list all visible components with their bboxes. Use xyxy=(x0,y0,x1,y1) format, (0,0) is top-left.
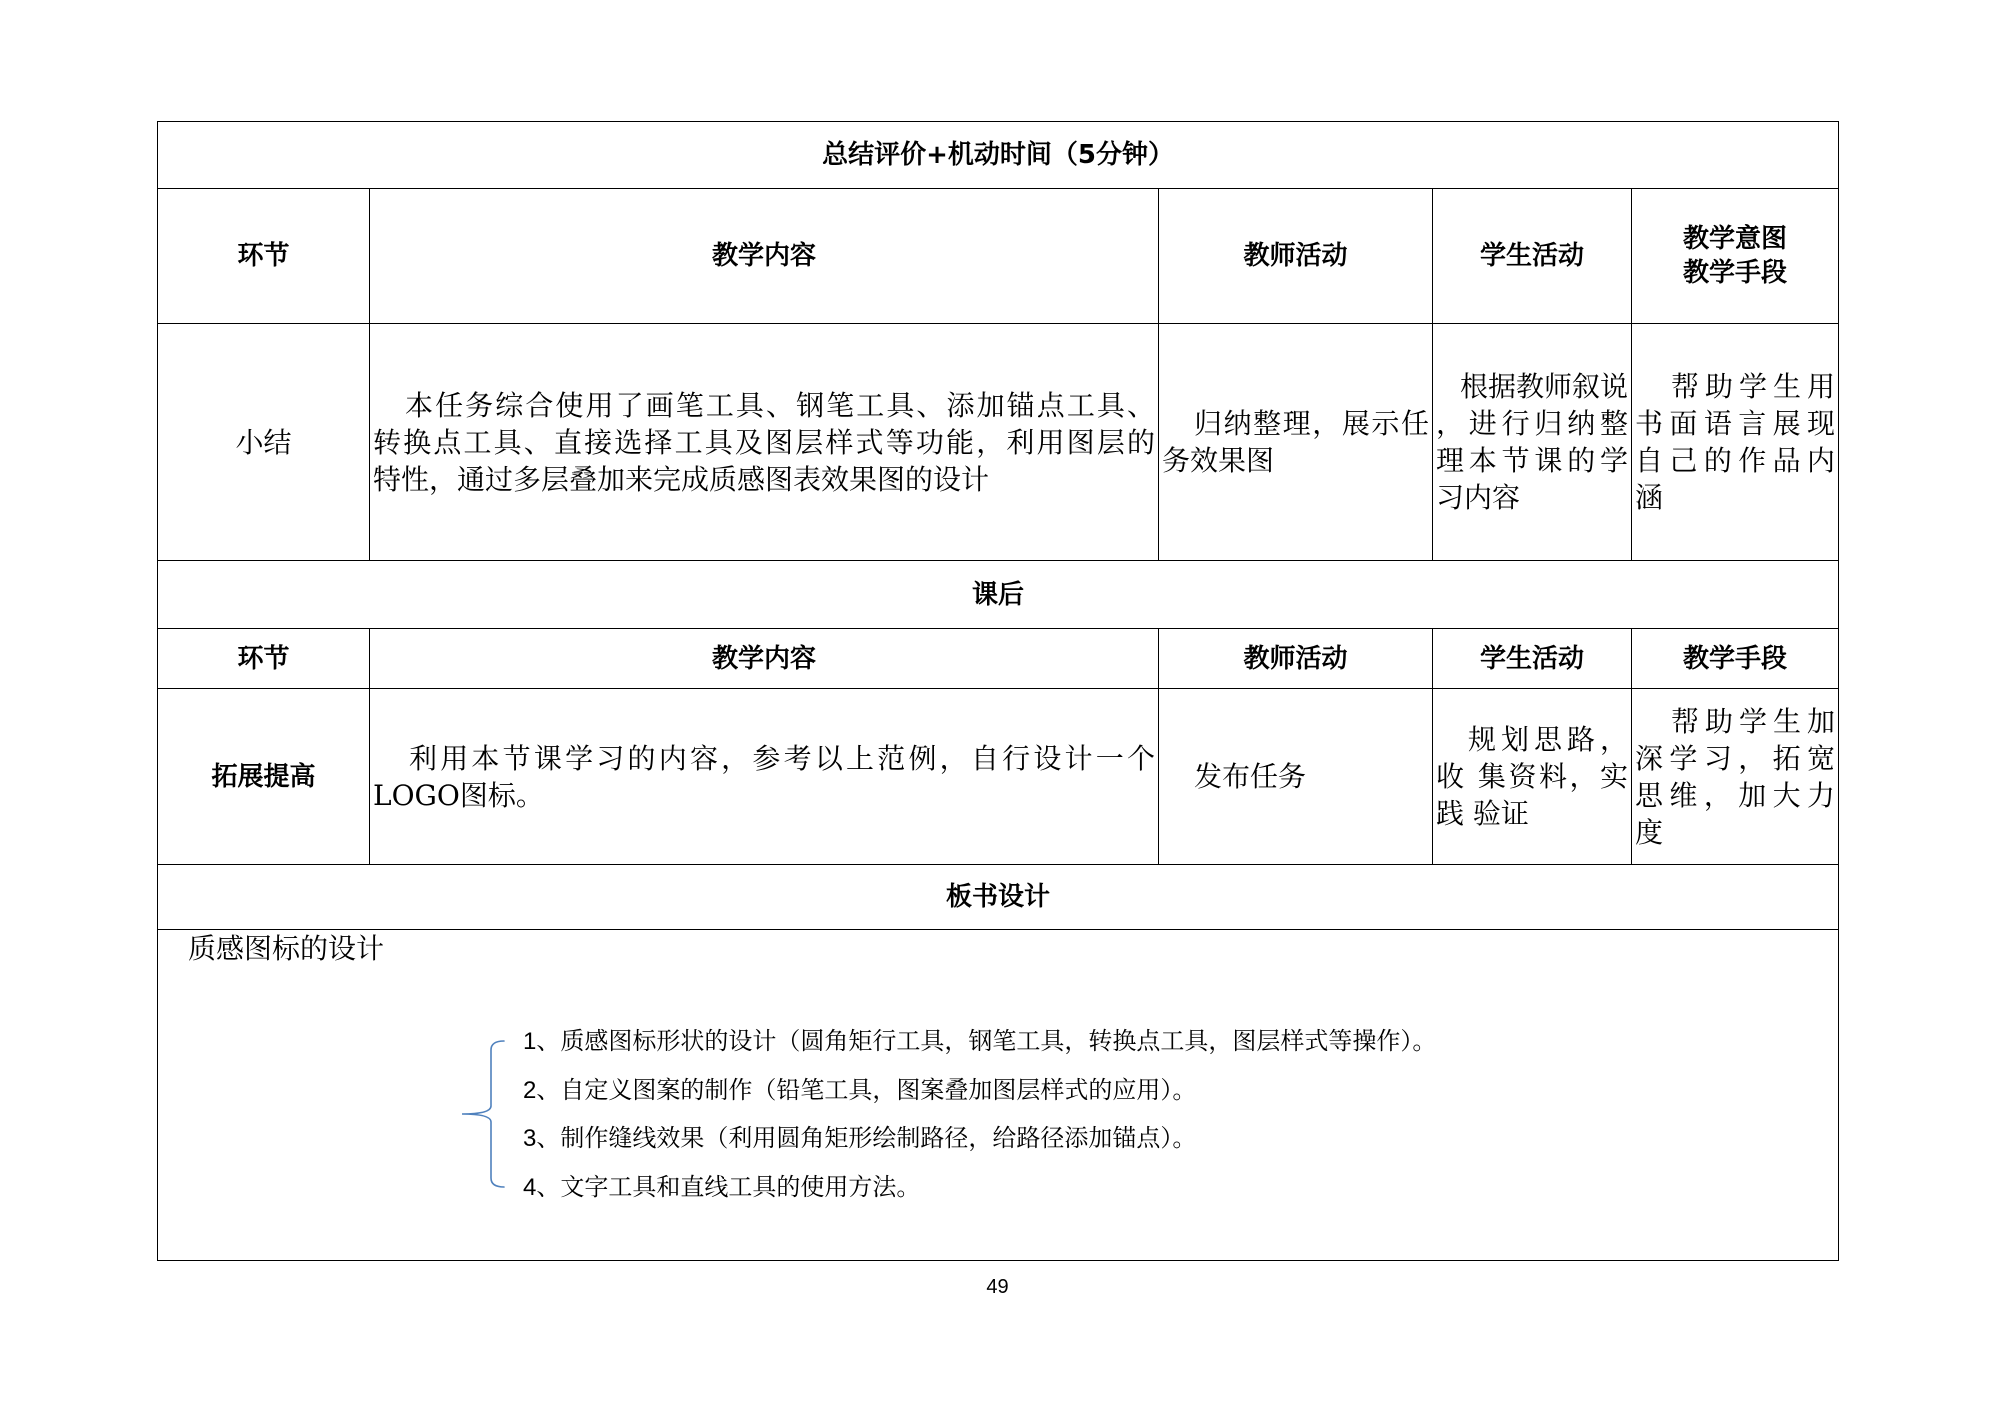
summary-student-line: 习内容 xyxy=(1436,481,1521,514)
board-design-area xyxy=(158,930,1838,1260)
extension-means-line: 深学习，拓宽 xyxy=(1635,741,1836,775)
column-header-intent-line: 教学意图 xyxy=(1683,224,1788,254)
board-item-number: 4、 xyxy=(523,1173,561,1201)
summary-teacher-line: 归纳整理，展示任 xyxy=(1194,407,1429,440)
summary-content-line: 转换点工具、直接选择工具及图层样式等功能，利用图层的 xyxy=(373,425,1155,459)
summary-teacher-line: 务效果图 xyxy=(1162,444,1275,477)
column-header-content: 教学内容 xyxy=(370,629,1159,689)
summary-content-line: 本任务综合使用了画笔工具、钢笔工具、添加锚点工具、 xyxy=(405,388,1155,422)
column-header-means: 教学手段 xyxy=(1632,629,1839,689)
lesson-plan-table xyxy=(157,121,1839,1261)
summary-teacher-cell xyxy=(1159,324,1433,561)
extension-stage-cell: 拓展提高 xyxy=(158,689,370,865)
left-curly-brace xyxy=(458,1036,508,1192)
section-header-row-board-design xyxy=(158,865,1839,930)
section-header-board-design: 板书设计 xyxy=(158,865,1839,930)
board-item-text: 文字工具和直线工具的使用方法。 xyxy=(560,1172,921,1201)
board-item-list xyxy=(523,1017,1436,1211)
board-item-text: 质感图标形状的设计（圆角矩行工具，钢笔工具，转换点工具，图层样式等操作）。 xyxy=(560,1027,1437,1055)
extension-teacher-cell xyxy=(1159,689,1433,865)
column-header-student-activity: 学生活动 xyxy=(1433,189,1632,324)
page-number: 49 xyxy=(986,1276,1009,1298)
summary-content-cell xyxy=(370,324,1159,561)
extension-content-line: 利用本节课学习的内容，参考以上范例，自行设计一个 xyxy=(409,741,1155,775)
extension-student-cell xyxy=(1433,689,1632,865)
summary-content-line: 特性，通过多层叠加来完成质感图表效果图的设计 xyxy=(373,462,990,496)
extension-student-line: 收 集资料，实 xyxy=(1436,760,1628,793)
column-header-row-1 xyxy=(158,189,1839,324)
extension-student-line: 践 验证 xyxy=(1436,797,1529,830)
board-design-cell xyxy=(158,930,1839,1261)
summary-intent-line: 自己的作品内 xyxy=(1635,444,1836,477)
extension-row xyxy=(158,689,1839,865)
board-title: 质感图标的设计 xyxy=(188,932,385,965)
column-header-content: 教学内容 xyxy=(370,189,1159,324)
column-header-stage: 环节 xyxy=(158,629,370,689)
extension-means-cell xyxy=(1632,689,1839,865)
summary-stage-cell: 小结 xyxy=(158,324,370,561)
board-item-number: 1、 xyxy=(523,1028,561,1055)
summary-student-cell xyxy=(1433,324,1632,561)
column-header-row-2 xyxy=(158,629,1839,689)
board-item-number: 3、 xyxy=(523,1125,561,1152)
board-item-text: 自定义图案的制作（铅笔工具，图案叠加图层样式的应用）。 xyxy=(560,1075,1197,1104)
column-header-intent-line: 教学手段 xyxy=(1683,258,1788,288)
extension-means-line: 度 xyxy=(1635,815,1664,849)
column-header-teacher-activity: 教师活动 xyxy=(1159,629,1433,689)
board-item xyxy=(523,1114,1436,1163)
section-header-row-summary xyxy=(158,122,1839,189)
summary-student-line: 理本节课的学 xyxy=(1436,444,1628,477)
board-item xyxy=(523,1017,1436,1066)
column-header-student-activity: 学生活动 xyxy=(1433,629,1632,689)
column-header-intent-means xyxy=(1632,189,1839,324)
left-curly-brace-path xyxy=(462,1041,504,1187)
board-item-number: 2、 xyxy=(523,1076,561,1104)
section-header-row-after-class xyxy=(158,561,1839,629)
summary-student-line: ，进行归纳整 xyxy=(1436,407,1628,440)
board-item-text: 制作缝线效果（利用圆角矩形绘制路径，给路径添加锚点）。 xyxy=(560,1124,1197,1152)
extension-content-line: LOGO图标。 xyxy=(373,778,544,812)
extension-student-line: 规划思路， xyxy=(1468,723,1628,756)
summary-intent-line: 帮助学生用 xyxy=(1671,370,1836,403)
extension-means-line: 思维，加大力 xyxy=(1635,778,1836,812)
section-header-summary: 总结评价+机动时间（5分钟） xyxy=(158,122,1839,189)
summary-intent-line: 书面语言展现 xyxy=(1635,407,1836,440)
summary-student-line: 根据教师叙说 xyxy=(1460,370,1629,403)
board-item xyxy=(523,1066,1436,1115)
column-header-stage: 环节 xyxy=(158,189,370,324)
summary-intent-line: 涵 xyxy=(1635,481,1664,514)
extension-means-line: 帮助学生加 xyxy=(1671,704,1836,738)
summary-intent-cell xyxy=(1632,324,1839,561)
column-header-teacher-activity: 教师活动 xyxy=(1159,189,1433,324)
board-item xyxy=(523,1163,1436,1212)
board-design-row xyxy=(158,930,1839,1261)
extension-content-cell xyxy=(370,689,1159,865)
summary-row xyxy=(158,324,1839,561)
extension-teacher-line: 发布任务 xyxy=(1194,760,1307,793)
section-header-after-class: 课后 xyxy=(158,561,1839,629)
